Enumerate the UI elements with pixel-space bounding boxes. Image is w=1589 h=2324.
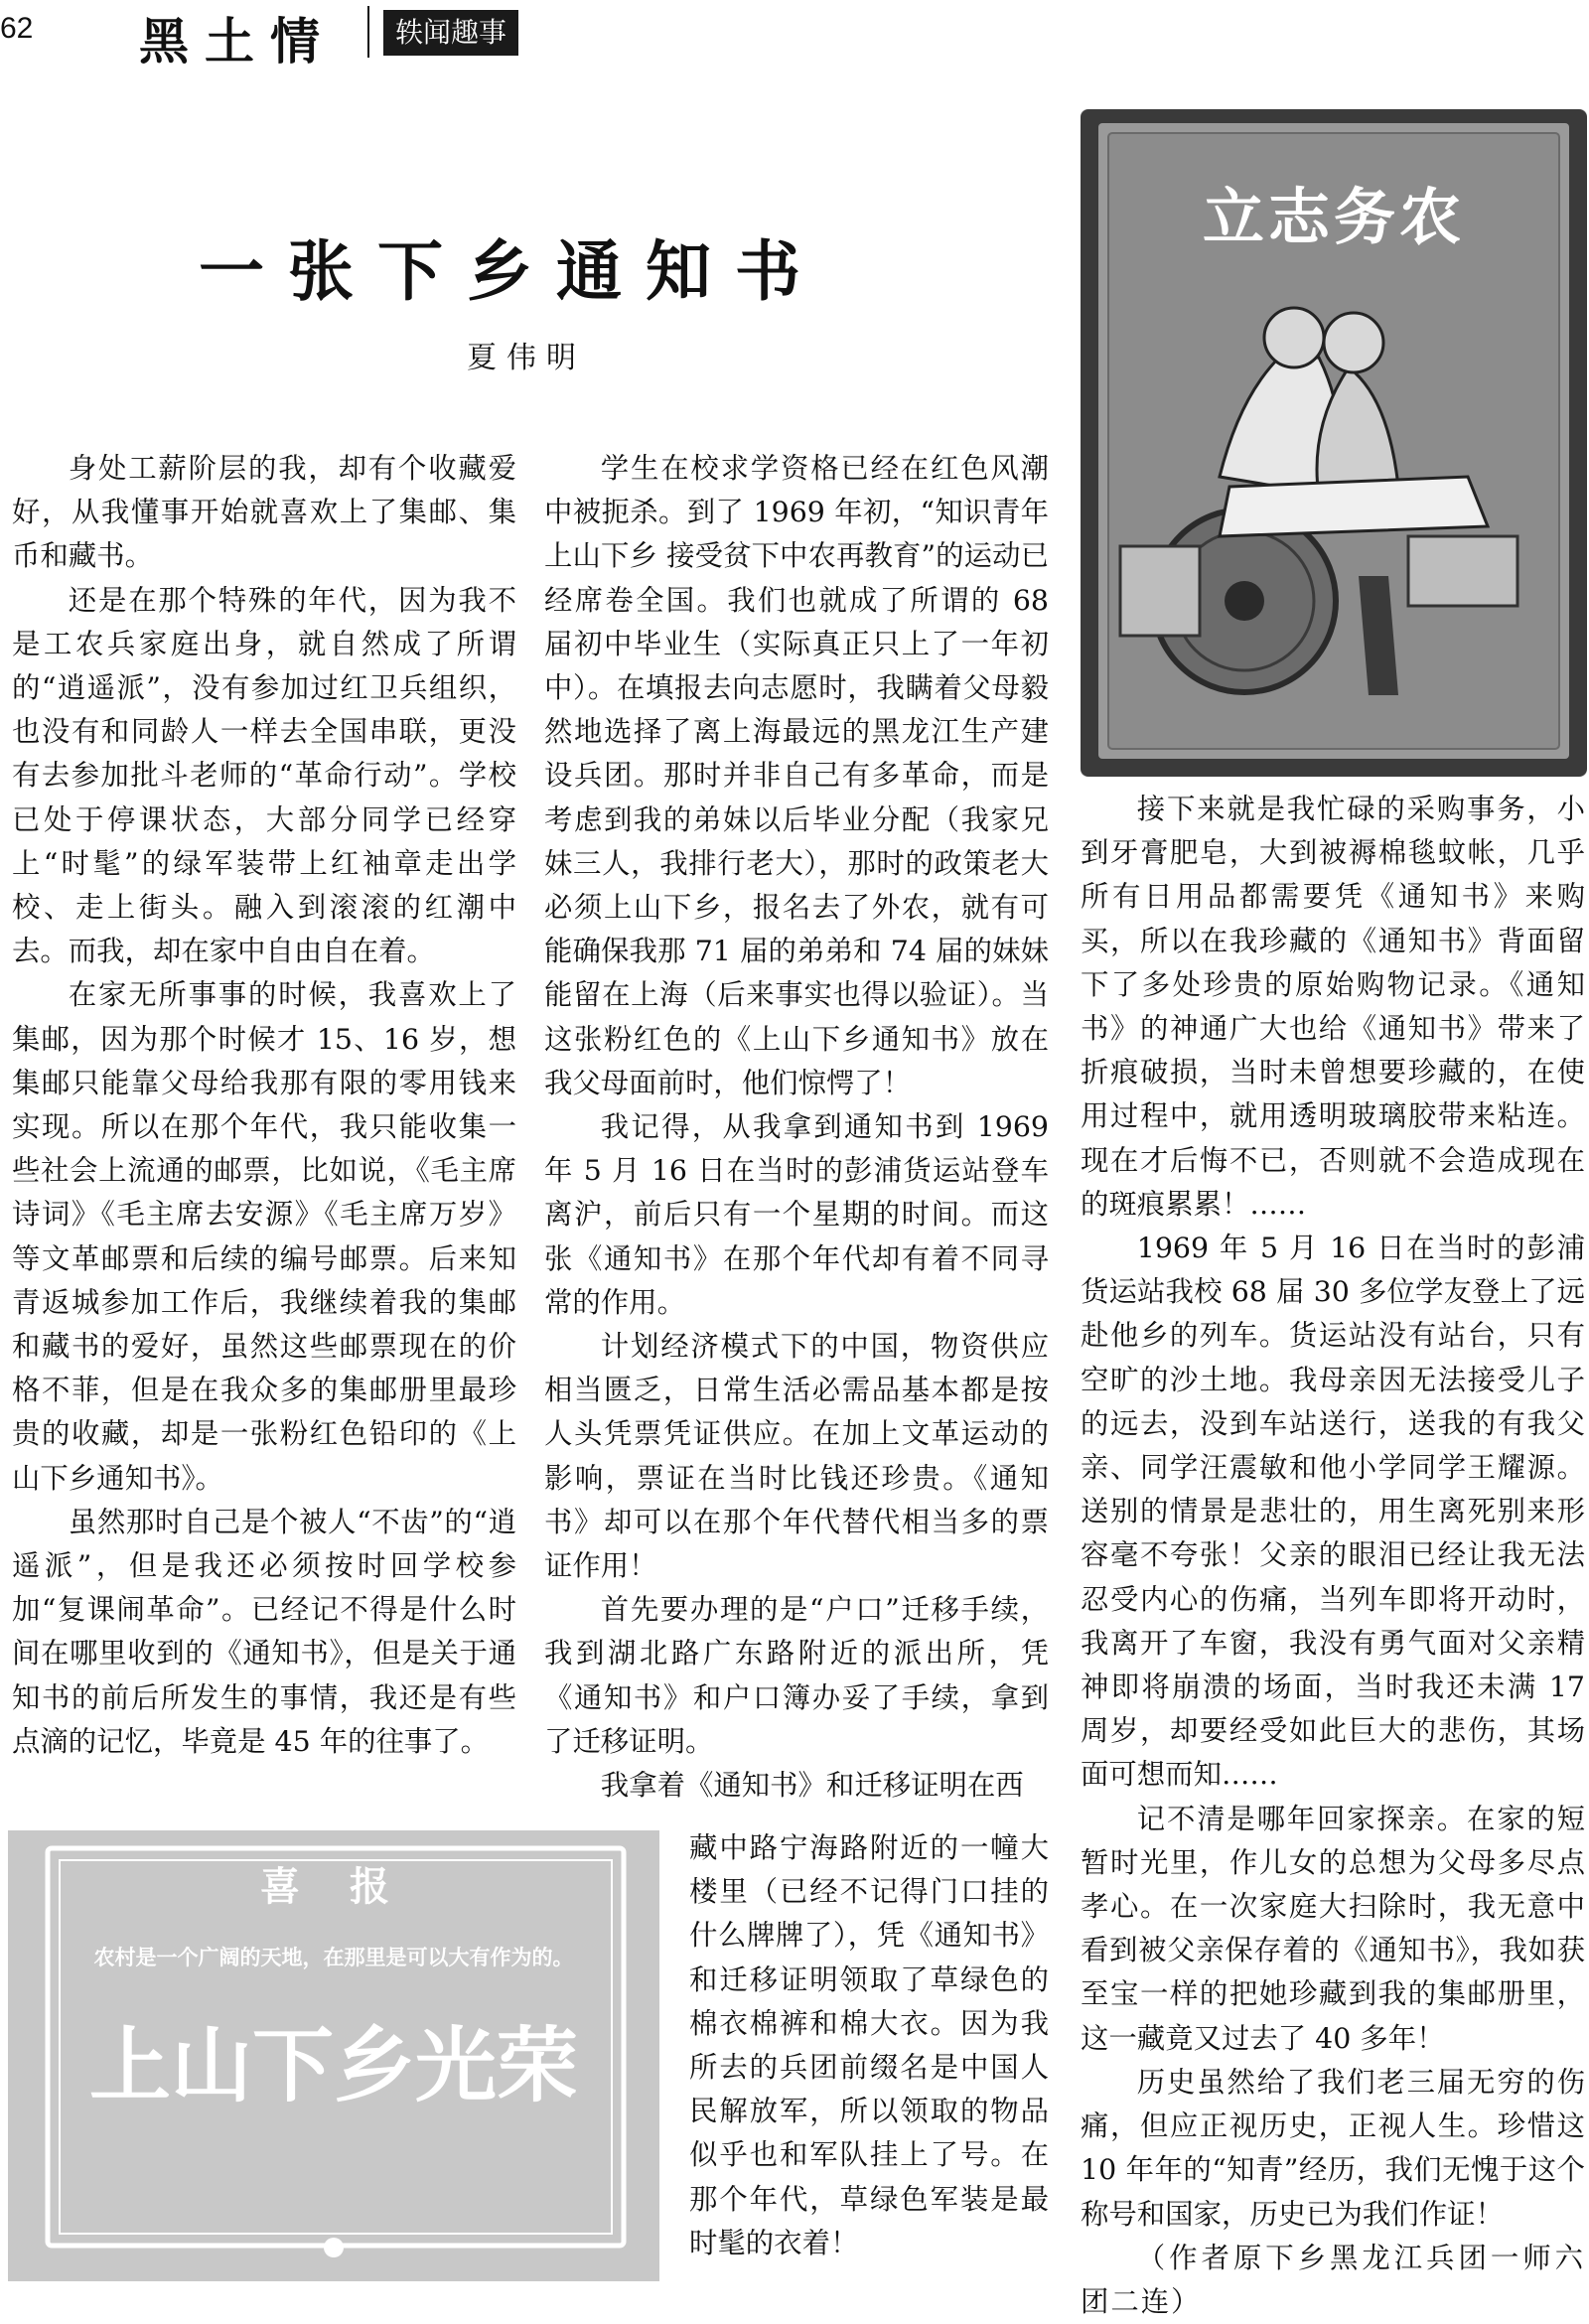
emblem-icon (324, 2238, 344, 2257)
certificate-main-text: 上山下乡光荣 (88, 2019, 579, 2113)
article-title: 一张下乡通知书 (199, 232, 824, 310)
paragraph: 身处工薪阶层的我，却有个收藏爱好，从我懂事开始就喜欢上了集邮、集币和藏书。 (12, 452, 516, 573)
paragraph: 计划经济模式下的中国，物资供应相当匮乏，日常生活必需品基本都是按人头凭票凭证供应。在加上文革运动的影响，票证在当时比钱还珍贵。《通知书》却可以在那个年代替代相当多的票证作用！ (544, 1330, 1049, 1583)
certificate-photo (8, 1830, 659, 2281)
page-number: 62 (0, 12, 34, 45)
author-byline: （作者原下乡黑龙江兵团一师六团二连） (1081, 2241, 1585, 2318)
paragraph: 记不清是哪年回家探亲。在家的短暂时光里，作儿女的总想为父母多尽点孝心。在一次家庭大扫除时，我无意中看到被父亲保存着的《通知书》，我如获至宝一样的把她珍藏到我的集邮册里，这一藏竟又过去了 40 多年！ (1081, 1802, 1585, 2055)
paragraph: 虽然那时自己是个被人“不齿”的“逍遥派”，但是我还必须按时回学校参加“复课闹革命”。已经记不得是什么时间在哪里收到的《通知书》，但是关于通知书的前后所发生的事情，我还是有些点滴的记忆，毕竟是 45 年的往事了。 (12, 1505, 516, 1758)
article-column-2 (544, 447, 1049, 1808)
paragraph: 我拿着《通知书》和迁移证明在西 (600, 1769, 1024, 1803)
basket-icon (1408, 536, 1517, 606)
certificate-illustration (8, 1830, 659, 2281)
paragraph: 藏中路宁海路附近的一幢大楼里（已经不记得门口挂的什么牌牌了），凭《通知书》和迁移证明领取了草绿色的棉衣棉裤和棉大衣。因为我所去的兵团前缀名是中国人民解放军，所以领取的物品似乎也和军队挂上了号。在那个年代，草绿色军装是最时髦的衣着！ (689, 1831, 1049, 2259)
paragraph: 学生在校求学资格已经在红色风潮中被扼杀。到了 1969 年初，“知识青年上山下乡 接受贫下中农再教育”的运动已经席卷全国。我们也就成了所谓的 68 届初中毕业生（实际真正只上了一年初中）。在填报去向志愿时，我瞒着父母毅然地选择了离上海最远的黑龙江生产建设兵团。那时并非自己有多革命，而是考虑到我的弟妹以后毕业分配（我家兄妹三人，我排行老大），那时的政策老大必须上山下乡，报名去了外农，就有可能确保我那 71 届的弟弟和 74 届的妹妹能留在上海（后来事实也得以验证）。当这张粉红色的《上山下乡通知书》放在我父母面前时，他们惊愕了！ (544, 452, 1049, 1099)
article-column-1 (12, 447, 516, 1764)
paragraph: 1969 年 5 月 16 日在当时的彭浦货运站我校 68 届 30 多位学友登上了远赴他乡的列车。货运站没有站台，只有空旷的沙土地。我母亲因无法接受儿子的远去，没到车站送行，送我的有我父亲、同学汪震敏和他小学同学王耀源。送别的情景是悲壮的，用生离死别来形容毫不夸张！父亲的眼泪已经让我无法忍受内心的伤痛，当列车即将开动时，我离开了车窗，我没有勇气面对父亲精神即将崩溃的场面，当时我还未满 17 周岁，却要经受如此巨大的悲伤，其场面可想而知…… (1081, 1232, 1585, 1792)
header-divider (367, 6, 369, 58)
book-cover-illustration (1081, 109, 1587, 777)
certificate-slogan: 农村是一个广阔的天地，在那里是可以大有作为的。 (93, 1946, 574, 1969)
certificate-heading: 喜 报 (260, 1864, 407, 1910)
paragraph: 在家无所事事的时候，我喜欢上了集邮，因为那个时候才 15、16 岁，想集邮只能靠父母给我那有限的零用钱来实现。所以在那个年代，我只能收集一些社会上流通的邮票，比如说，《毛主席诗词》《毛主席去安源》《毛主席万岁》等文革邮票和后续的编号邮票。后来知青返城参加工作后，我继续着我的集邮和藏书的爱好，虽然这些邮票现在的价格不菲，但是在我众多的集邮册里最珍贵的收藏，却是一张粉红色铅印的《上山下乡通知书》。 (12, 978, 516, 1495)
article-author: 夏伟明 (467, 341, 586, 375)
paragraph: 接下来就是我忙碌的采购事务，小到牙膏肥皂，大到被褥棉毯蚊帐，几乎所有日用品都需要凭《通知书》来购买，所以在我珍藏的《通知书》背面留下了多处珍贵的原始购物记录。《通知书》的神通广大也给《通知书》带来了折痕破损，当时未曾想要珍藏的，在使用过程中，就用透明玻璃胶带来粘连。现在才后悔不已，否则就不会造成现在的斑痕累累！…… (1081, 793, 1585, 1221)
basket-icon (1120, 546, 1200, 636)
paragraph: 历史虽然给了我们老三届无穷的伤痛，但应正视历史，正视人生。珍惜这 10 年年的“知青”经历，我们无愧于这个称号和国家，历史已为我们作证！ (1081, 2065, 1585, 2231)
paragraph: 还是在那个特殊的年代，因为我不是工农兵家庭出身，就自然成了所谓的“逍遥派”，没有参加过红卫兵组织，也没有和同龄人一样去全国串联，更没有去参加批斗老师的“革命行动”。学校已处于停课状态，大部分同学已经穿上“时髦”的绿军装带上红袖章走出学校、走上街头。融入到滚滚的红潮中去。而我，却在家中自由自在着。 (12, 583, 516, 968)
paragraph: 首先要办理的是“户口”迁移手续，我到湖北路广东路附近的派出所，凭《通知书》和户口簿办妥了手续，拿到了迁移证明。 (544, 1593, 1049, 1758)
section-badge: 轶闻趣事 (383, 10, 518, 56)
book-cover-title: 立志务农 (1202, 181, 1466, 253)
article-column-2-continued (689, 1826, 1049, 2265)
book-cover-photo (1081, 109, 1587, 777)
paragraph: 我记得，从我拿到通知书到 1969 年 5 月 16 日在当时的彭浦货运站登车离沪，前后只有一个星期的时间。而这张《通知书》在那个年代却有着不同寻常的作用。 (544, 1110, 1049, 1319)
magazine-title: 黑土情 (139, 12, 336, 71)
article-column-3 (1081, 788, 1585, 2324)
